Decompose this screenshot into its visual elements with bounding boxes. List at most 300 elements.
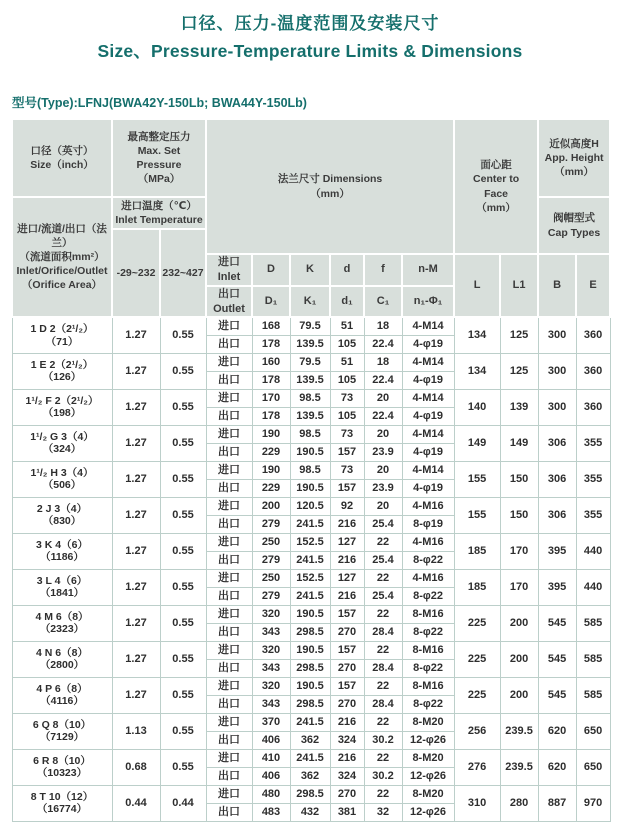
orifice-area: （16774） xyxy=(36,803,88,816)
cell-pressure-high-temp: 0.44 xyxy=(160,785,206,821)
cell-port-label: 出口 xyxy=(206,515,252,533)
cell-B: 300 xyxy=(538,353,576,389)
cell-B: 306 xyxy=(538,425,576,461)
cell-pressure-high-temp: 0.55 xyxy=(160,749,206,785)
cell-size xyxy=(12,317,112,353)
cell-port-label: 进口 xyxy=(206,497,252,515)
cell-port-label: 出口 xyxy=(206,407,252,425)
cell-C1: 22.4 xyxy=(364,371,402,389)
cell-port-label: 出口 xyxy=(206,731,252,749)
header-col-L1: L1 xyxy=(500,254,538,317)
cell-d: 51 xyxy=(330,317,364,335)
cell-L: 225 xyxy=(454,641,500,677)
orifice-area: （506） xyxy=(42,479,82,492)
cell-port-label: 进口 xyxy=(206,785,252,803)
cell-D1: 343 xyxy=(252,659,290,677)
orifice-area: （198） xyxy=(42,407,82,420)
cell-L1: 200 xyxy=(500,605,538,641)
table-row-inlet xyxy=(12,749,610,767)
cell-d: 127 xyxy=(330,533,364,551)
cell-D: 320 xyxy=(252,641,290,659)
cell-L: 155 xyxy=(454,497,500,533)
orifice-area: （10323） xyxy=(36,767,88,780)
cell-K1: 362 xyxy=(290,731,330,749)
cell-K: 98.5 xyxy=(290,461,330,479)
cell-K1: 139.5 xyxy=(290,335,330,353)
cell-size xyxy=(12,605,112,641)
header-center-to-face xyxy=(454,119,538,254)
cell-n1phi1: 8-φ22 xyxy=(402,587,454,605)
cell-E: 360 xyxy=(576,389,610,425)
cell-D: 410 xyxy=(252,749,290,767)
cell-B: 545 xyxy=(538,677,576,713)
orifice-area: （7129） xyxy=(39,731,85,744)
cell-d1: 381 xyxy=(330,803,364,821)
cell-nM: 8-M20 xyxy=(402,713,454,731)
header-pressure-line: （MPa） xyxy=(137,173,181,186)
cell-nM: 8-M16 xyxy=(402,641,454,659)
cell-L1: 200 xyxy=(500,641,538,677)
cell-f: 22 xyxy=(364,569,402,587)
cell-port-label: 出口 xyxy=(206,479,252,497)
cell-f: 22 xyxy=(364,749,402,767)
cell-B: 620 xyxy=(538,749,576,785)
header-inlet-row: 进口 Inlet xyxy=(206,254,252,286)
header-orifice-line: （Orifice Area） xyxy=(21,279,103,292)
header-orifice-line: 进口/流道/出口（法兰） xyxy=(17,222,107,249)
cell-L1: 200 xyxy=(500,677,538,713)
cell-size xyxy=(12,425,112,461)
cell-port-label: 进口 xyxy=(206,569,252,587)
header-col-K1: K₁ xyxy=(290,286,330,318)
orifice-area: （830） xyxy=(42,515,82,528)
cell-K1: 139.5 xyxy=(290,407,330,425)
header-pressure-line: Max. Set xyxy=(137,144,181,157)
cell-pressure-high-temp: 0.55 xyxy=(160,641,206,677)
cell-pressure-high-temp: 0.55 xyxy=(160,461,206,497)
header-max-set-pressure xyxy=(112,119,206,197)
cell-D1: 279 xyxy=(252,515,290,533)
cell-K: 190.5 xyxy=(290,605,330,623)
cell-K1: 139.5 xyxy=(290,371,330,389)
cell-pressure-low-temp: 0.44 xyxy=(112,785,160,821)
cell-f: 22 xyxy=(364,605,402,623)
cell-L: 149 xyxy=(454,425,500,461)
cell-f: 20 xyxy=(364,497,402,515)
cell-L1: 150 xyxy=(500,497,538,533)
table-row-inlet xyxy=(12,533,610,551)
cell-D1: 178 xyxy=(252,407,290,425)
cell-B: 620 xyxy=(538,713,576,749)
header-temp-zh: 进口温度（℃） xyxy=(121,199,197,212)
cell-nM: 4-M14 xyxy=(402,389,454,407)
header-cap-line: Cap Types xyxy=(547,226,601,239)
size-designation: 2 J 3（4） xyxy=(36,502,88,515)
cell-E: 360 xyxy=(576,353,610,389)
cell-pressure-high-temp: 0.55 xyxy=(160,569,206,605)
cell-B: 395 xyxy=(538,569,576,605)
cell-d: 73 xyxy=(330,425,364,443)
cell-nM: 8-M16 xyxy=(402,677,454,695)
size-designation: 6 Q 8（10） xyxy=(32,718,92,731)
cell-d1: 216 xyxy=(330,587,364,605)
cell-pressure-high-temp: 0.55 xyxy=(160,317,206,353)
cell-K1: 298.5 xyxy=(290,695,330,713)
cell-K: 190.5 xyxy=(290,641,330,659)
size-designation: 6 R 8（10） xyxy=(33,754,91,767)
cell-pressure-high-temp: 0.55 xyxy=(160,677,206,713)
cell-d1: 105 xyxy=(330,371,364,389)
cell-K: 120.5 xyxy=(290,497,330,515)
cell-d1: 157 xyxy=(330,443,364,461)
cell-d1: 324 xyxy=(330,767,364,785)
header-col-C1: C₁ xyxy=(364,286,402,318)
cell-D1: 406 xyxy=(252,767,290,785)
cell-D1: 279 xyxy=(252,587,290,605)
header-pressure-line: 最高整定压力 xyxy=(127,130,191,143)
cell-pressure-low-temp: 1.27 xyxy=(112,425,160,461)
header-col-B: B xyxy=(538,254,576,317)
header-face-line: （mm） xyxy=(476,201,516,214)
cell-K: 241.5 xyxy=(290,749,330,767)
cell-K1: 190.5 xyxy=(290,479,330,497)
cell-pressure-high-temp: 0.55 xyxy=(160,497,206,533)
cell-C1: 28.4 xyxy=(364,695,402,713)
cell-n1phi1: 12-φ26 xyxy=(402,767,454,785)
cell-K: 98.5 xyxy=(290,389,330,407)
cell-E: 355 xyxy=(576,461,610,497)
cell-f: 18 xyxy=(364,353,402,371)
header-orifice-line: （流道面积mm²） xyxy=(19,251,105,264)
cell-L1: 239.5 xyxy=(500,713,538,749)
size-designation: 8 T 10（12） xyxy=(30,790,94,803)
header-cap-types xyxy=(538,197,610,254)
cell-f: 22 xyxy=(364,785,402,803)
cell-E: 355 xyxy=(576,497,610,533)
cell-n1phi1: 12-φ26 xyxy=(402,803,454,821)
header-dims-title: 法兰尺寸 Dimensions xyxy=(277,173,383,186)
table-row-inlet xyxy=(12,317,610,335)
cell-d1: 270 xyxy=(330,659,364,677)
cell-L: 140 xyxy=(454,389,500,425)
cell-port-label: 进口 xyxy=(206,389,252,407)
cell-L: 155 xyxy=(454,461,500,497)
cell-L: 225 xyxy=(454,677,500,713)
cell-C1: 25.4 xyxy=(364,587,402,605)
cell-n1phi1: 4-φ19 xyxy=(402,371,454,389)
cell-D1: 343 xyxy=(252,695,290,713)
cell-K1: 298.5 xyxy=(290,623,330,641)
header-inlet-temperature xyxy=(112,197,206,229)
cell-d1: 105 xyxy=(330,335,364,353)
spec-table-body xyxy=(12,317,610,821)
cell-n1phi1: 8-φ22 xyxy=(402,659,454,677)
cell-L: 225 xyxy=(454,605,500,641)
size-designation: 4 P 6（8） xyxy=(36,682,88,695)
size-designation: 1¹/₂ G 3（4） xyxy=(30,430,94,443)
cell-L1: 170 xyxy=(500,533,538,569)
table-row-inlet xyxy=(12,461,610,479)
cell-L1: 170 xyxy=(500,569,538,605)
cell-E: 970 xyxy=(576,785,610,821)
cell-B: 306 xyxy=(538,497,576,533)
cell-d: 157 xyxy=(330,677,364,695)
cell-d1: 216 xyxy=(330,551,364,569)
cell-C1: 30.2 xyxy=(364,767,402,785)
cell-f: 20 xyxy=(364,461,402,479)
cell-d1: 270 xyxy=(330,695,364,713)
orifice-area: （1186） xyxy=(40,551,84,564)
cell-L1: 125 xyxy=(500,317,538,353)
size-designation: 4 M 6（8） xyxy=(35,610,89,623)
cell-K: 152.5 xyxy=(290,569,330,587)
cell-pressure-low-temp: 1.13 xyxy=(112,713,160,749)
size-designation: 1¹/₂ H 3（4） xyxy=(30,466,94,479)
cell-n1phi1: 8-φ22 xyxy=(402,695,454,713)
cell-E: 650 xyxy=(576,713,610,749)
cell-D: 320 xyxy=(252,605,290,623)
cell-port-label: 进口 xyxy=(206,425,252,443)
cell-n1phi1: 4-φ19 xyxy=(402,407,454,425)
cell-d: 92 xyxy=(330,497,364,515)
cell-L: 310 xyxy=(454,785,500,821)
orifice-area: （2800） xyxy=(39,659,85,672)
cell-d1: 270 xyxy=(330,623,364,641)
table-row-inlet xyxy=(12,425,610,443)
cell-K1: 190.5 xyxy=(290,443,330,461)
cell-K1: 298.5 xyxy=(290,659,330,677)
header-size-en: Size（inch） xyxy=(30,159,94,171)
header-orifice xyxy=(12,197,112,317)
cell-nM: 4-M14 xyxy=(402,317,454,335)
page-title-zh: 口径、压力-温度范围及安装尺寸 xyxy=(180,14,440,33)
cell-port-label: 进口 xyxy=(206,605,252,623)
cell-f: 22 xyxy=(364,641,402,659)
cell-D1: 343 xyxy=(252,623,290,641)
cell-f: 18 xyxy=(364,317,402,335)
table-row-inlet xyxy=(12,677,610,695)
cell-port-label: 出口 xyxy=(206,587,252,605)
header-outlet-row: 出口 Outlet xyxy=(206,286,252,318)
cell-B: 300 xyxy=(538,317,576,353)
table-row-inlet xyxy=(12,569,610,587)
type-label: 型号(Type):LFNJ(BWA42Y-150Lb; BWA44Y-150Lb) xyxy=(12,96,307,110)
page-title-en: Size、Pressure-Temperature Limits & Dimensions xyxy=(97,41,523,61)
cell-L1: 139 xyxy=(500,389,538,425)
cell-port-label: 出口 xyxy=(206,767,252,785)
cell-nM: 4-M14 xyxy=(402,461,454,479)
cell-size xyxy=(12,533,112,569)
cell-n1phi1: 8-φ22 xyxy=(402,623,454,641)
cell-nM: 8-M16 xyxy=(402,605,454,623)
cell-L1: 280 xyxy=(500,785,538,821)
cell-D: 320 xyxy=(252,677,290,695)
cell-size xyxy=(12,749,112,785)
cell-size xyxy=(12,389,112,425)
spec-table xyxy=(11,118,611,822)
cell-port-label: 进口 xyxy=(206,533,252,551)
cell-E: 650 xyxy=(576,749,610,785)
header-size xyxy=(12,119,112,197)
cell-L: 134 xyxy=(454,353,500,389)
size-designation: 3 L 4（6） xyxy=(36,574,88,587)
cell-pressure-low-temp: 1.27 xyxy=(112,497,160,533)
cell-D1: 279 xyxy=(252,551,290,569)
size-designation: 1 E 2（2¹/₂） xyxy=(30,358,94,371)
header-col-D: D xyxy=(252,254,290,286)
header-face-line: Face xyxy=(484,187,509,200)
cell-port-label: 出口 xyxy=(206,371,252,389)
cell-nM: 4-M14 xyxy=(402,425,454,443)
header-col-L: L xyxy=(454,254,500,317)
cell-nM: 4-M16 xyxy=(402,569,454,587)
cell-port-label: 进口 xyxy=(206,749,252,767)
cell-port-label: 出口 xyxy=(206,335,252,353)
cell-n1phi1: 4-φ19 xyxy=(402,335,454,353)
cell-d: 157 xyxy=(330,605,364,623)
cell-L: 185 xyxy=(454,569,500,605)
cell-d: 216 xyxy=(330,749,364,767)
cell-d: 73 xyxy=(330,461,364,479)
cell-C1: 23.9 xyxy=(364,443,402,461)
cell-E: 585 xyxy=(576,641,610,677)
cell-E: 585 xyxy=(576,677,610,713)
cell-D: 170 xyxy=(252,389,290,407)
header-col-D1: D₁ xyxy=(252,286,290,318)
cell-port-label: 出口 xyxy=(206,623,252,641)
cell-D1: 178 xyxy=(252,335,290,353)
cell-C1: 32 xyxy=(364,803,402,821)
header-temp-range-low: -29~232 xyxy=(112,229,160,317)
cell-L1: 239.5 xyxy=(500,749,538,785)
cell-d1: 157 xyxy=(330,479,364,497)
table-row-inlet xyxy=(12,641,610,659)
header-face-line: Center to xyxy=(473,173,520,186)
header-orifice-line: Inlet/Orifice/Outlet xyxy=(16,265,108,278)
cell-port-label: 进口 xyxy=(206,353,252,371)
cell-D: 190 xyxy=(252,461,290,479)
cell-L: 276 xyxy=(454,749,500,785)
cell-size xyxy=(12,713,112,749)
orifice-area: （126） xyxy=(42,371,82,384)
cell-K: 79.5 xyxy=(290,353,330,371)
header-height-line: 近似高度H xyxy=(549,137,599,150)
header-flange-dimensions xyxy=(206,119,454,254)
cell-B: 395 xyxy=(538,533,576,569)
orifice-area: （1841） xyxy=(39,587,85,600)
cell-pressure-low-temp: 1.27 xyxy=(112,605,160,641)
cell-nM: 4-M16 xyxy=(402,497,454,515)
cell-size xyxy=(12,461,112,497)
header-temp-range-high: 232~427 xyxy=(160,229,206,317)
header-dims-unit: （mm） xyxy=(310,187,350,200)
cell-port-label: 进口 xyxy=(206,677,252,695)
cell-d: 157 xyxy=(330,641,364,659)
cell-f: 22 xyxy=(364,533,402,551)
cell-pressure-low-temp: 1.27 xyxy=(112,677,160,713)
cell-pressure-high-temp: 0.55 xyxy=(160,389,206,425)
table-row-inlet xyxy=(12,785,610,803)
cell-port-label: 进口 xyxy=(206,641,252,659)
cell-port-label: 出口 xyxy=(206,443,252,461)
cell-D: 250 xyxy=(252,569,290,587)
cell-f: 20 xyxy=(364,425,402,443)
cell-size xyxy=(12,677,112,713)
cell-L1: 125 xyxy=(500,353,538,389)
table-row-inlet xyxy=(12,713,610,731)
cell-C1: 22.4 xyxy=(364,335,402,353)
cell-K: 298.5 xyxy=(290,785,330,803)
orifice-area: （71） xyxy=(45,335,79,348)
cell-n1phi1: 12-φ26 xyxy=(402,731,454,749)
cell-B: 300 xyxy=(538,389,576,425)
cell-pressure-low-temp: 1.27 xyxy=(112,641,160,677)
cell-D: 370 xyxy=(252,713,290,731)
cell-port-label: 出口 xyxy=(206,695,252,713)
table-row-inlet xyxy=(12,389,610,407)
cell-E: 355 xyxy=(576,425,610,461)
cell-port-label: 进口 xyxy=(206,317,252,335)
orifice-area: （4116） xyxy=(40,695,84,708)
cell-L: 134 xyxy=(454,317,500,353)
cell-pressure-low-temp: 1.27 xyxy=(112,317,160,353)
cell-nM: 4-M16 xyxy=(402,533,454,551)
cell-pressure-low-temp: 1.27 xyxy=(112,533,160,569)
cell-D: 250 xyxy=(252,533,290,551)
cell-B: 545 xyxy=(538,641,576,677)
cell-C1: 28.4 xyxy=(364,659,402,677)
cell-L: 256 xyxy=(454,713,500,749)
cell-f: 22 xyxy=(364,677,402,695)
cell-K1: 241.5 xyxy=(290,587,330,605)
cell-port-label: 进口 xyxy=(206,461,252,479)
cell-C1: 23.9 xyxy=(364,479,402,497)
cell-port-label: 出口 xyxy=(206,803,252,821)
orifice-area: （2323） xyxy=(39,623,85,636)
header-col-K: K xyxy=(290,254,330,286)
cell-B: 306 xyxy=(538,461,576,497)
cell-n1phi1: 4-φ19 xyxy=(402,479,454,497)
cell-port-label: 出口 xyxy=(206,551,252,569)
cell-K: 190.5 xyxy=(290,677,330,695)
cell-f: 20 xyxy=(364,389,402,407)
cell-K1: 241.5 xyxy=(290,551,330,569)
cell-size xyxy=(12,497,112,533)
cell-K: 79.5 xyxy=(290,317,330,335)
cell-pressure-high-temp: 0.55 xyxy=(160,713,206,749)
cell-pressure-low-temp: 0.68 xyxy=(112,749,160,785)
cell-pressure-high-temp: 0.55 xyxy=(160,353,206,389)
cell-L1: 150 xyxy=(500,461,538,497)
cell-D: 200 xyxy=(252,497,290,515)
cell-C1: 25.4 xyxy=(364,551,402,569)
cell-pressure-low-temp: 1.27 xyxy=(112,569,160,605)
cell-d: 127 xyxy=(330,569,364,587)
cell-f: 22 xyxy=(364,713,402,731)
cell-d1: 105 xyxy=(330,407,364,425)
cell-size xyxy=(12,641,112,677)
cell-K: 241.5 xyxy=(290,713,330,731)
cell-n1phi1: 8-φ19 xyxy=(402,515,454,533)
cell-pressure-low-temp: 1.27 xyxy=(112,461,160,497)
cell-D: 168 xyxy=(252,317,290,335)
orifice-area: （324） xyxy=(42,443,82,456)
header-col-f: f xyxy=(364,254,402,286)
table-row-inlet xyxy=(12,605,610,623)
cell-D1: 229 xyxy=(252,479,290,497)
header-col-nM: n-M xyxy=(402,254,454,286)
cell-K: 152.5 xyxy=(290,533,330,551)
